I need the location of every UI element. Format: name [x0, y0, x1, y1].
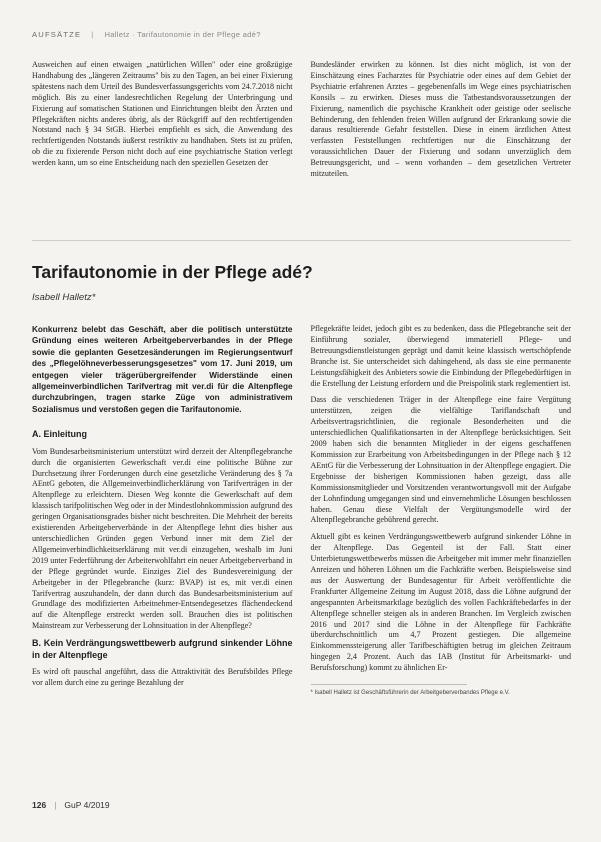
continuation-left-text: Ausweichen auf einen etwaigen „natürlichen Willen" oder eine großzügige Handhabung des „längeren Zeitraums" bis zu den Tagen, an bei einer Fixierung spätestens nach dem Urteil des Bundesverfassungsgerichts vom 24.7.2018 nicht möglich. Bis zu einer landesrechtlichen Regelung der Unterbringung und Fixierung auf somatischen Stationen und Einrichtungen bleibt den Ärzten und Pflegekräften nichts anderes übrig, als der Rückgriff auf den rechtfertigenden Notstand nach § 34 StGB. Hierbei empfiehlt es sich, die Anwendung des rechtfertigenden Notstands äußerst restriktiv zu handhaben. Stets ist zu prüfen, ob die zu fixierende Person nicht doch auf eine psychiatrische Station verlegt werden kann, um so eine Entscheidung nach den speziellen Gesetzen der: [32, 60, 293, 168]
heading-verdraengungswettbewerb: B. Kein Verdrängungswettbewerb aufgrund sinkender Löhne in der Altenpflege: [32, 638, 293, 660]
footer-separator: |: [54, 800, 57, 810]
continuation-columns: [32, 60, 571, 185]
paragraph-right-1: Pflegekräfte leidet, jedoch gibt es zu bedenken, dass die Pflegebranche seit der Einführung sozialer, überwiegend immateriell Pflege- und Betreuungsdienstleistungen geprägt und damit keine klassisch wertschöpfende Branche ist. Sie unterscheidet sich dahingehend, als dass sie eine permanente Leistungsfähigkeit des Anbieters sowie die Einbindung der Pflegebedürftigen in die Erstellung der Leistung erfordern und die Preispolitik stark reglementiert ist.: [310, 324, 571, 388]
article-author: Isabell Halletz*: [32, 292, 96, 303]
running-head-topic: Halletz · Tarifautonomie in der Pflege adé?: [104, 30, 261, 39]
continuation-right-text: Bundesländer erwirken zu können. Ist dies nicht möglich, ist von der Einschätzung eines Facharztes für Psychiatrie oder eines auf dem Gebiet der Psychiatrie erfahrenen Arztes – gegebenenfalls im Wege eines psychiatrischen Konsils – zu erwirken. Dieses muss die Tatbestandsvoraussetzungen der Fixierung, namentlich die psychische Krankheit oder geistige oder seelische Behinderung, den fehlenden freien Willen aufgrund der Erkrankung sowie die daraus resultierende Gefahr feststellen. Diese in einem ärztlichen Attest verfassten Feststellungen rechtfertigen nur die Einschätzung der voraussichtlichen Dauer der Fixierung und sodann unverzüglich dem Betreuungsgericht, und – wenn vorhanden – dem gesetzlichen Vertreter mitzuteilen.: [310, 60, 571, 179]
article-columns: [32, 324, 571, 762]
running-head: [32, 30, 571, 39]
section-divider: [32, 240, 571, 241]
continuation-left-column: [32, 60, 293, 185]
page-footer: [32, 800, 110, 810]
footnote-divider: [311, 684, 467, 685]
author-footnote: * Isabell Halletz ist Geschäftsführerin der Arbeitgeberverbandes Pflege e.V.: [310, 690, 510, 697]
section-label: AUFSÄTZE: [32, 30, 82, 39]
article-title: Tarifautonomie in der Pflege adé?: [32, 262, 313, 282]
paragraph-verdraengungswettbewerb: Es wird oft pauschal angeführt, dass die Attraktivität des Berufsbildes Pflege vor allem durch eine zu geringe Bezahlung der: [32, 667, 293, 688]
running-head-separator: |: [91, 30, 95, 39]
paragraph-right-3: Aktuell gibt es keinen Verdrängungswettbewerb aufgrund sinkender Löhne in der Altenpflege. Das Gegenteil ist der Fall. Statt einer Unterbietungswettbewerbs müssen die Arbeitgeber mit immer mehr finanziellen Anreizen und höheren Löhnen um die Fachkräfte werben. Beispielsweise sind aus der Auswertung der Bundesagentur für Arbeit veröffentlichte die Frankfurter Allgemeine Zeitung im August 2018, dass die Löhne aufgrund der angespannten Arbeitsmarktlage bezüglich des vollen Fachkräftebedarfes in der Altenpflege schneller steigen als in anderen Branchen. Im Vergleich zwischen 2016 und 2017 sind die Löhne in der Altenpflege für Fachkräfte überdurchschnittlich um 4,7 Prozent gestiegen. Die allgemeine Einkommenssteigerung aller Tarifbeschäftigten betrug im gleichen Zeitraum hingegen 2,4 Prozent. Auch das IAB (Institut für Arbeitsmarkt- und Berufsforschung) kommt zu ähnlichen Er-: [310, 532, 571, 673]
paragraph-right-2: Dass die verschiedenen Träger in der Altenpflege eine faire Vergütung unterstützen, zeigen die vielfältige Tariflandschaft und Arbeitsvertragsrichtlinien, die regionale Besonderheiten und die unterschiedlichen Qualifikationsarten in der Altenpflege berücksichtigen. Seit 2009 haben sich die benannten Mitglieder in der eigens geschaffenen Kommission zur Erarbeitung von Arbeitsbedingungen in der Pflege nach § 12 AEntG für die Verbesserung der Lohnsituation in der Altenpflege engagiert. Die Ergebnisse der bisherigen Kommissionen haben gezeigt, dass alle Kommissionsmitglieder und Vorsitzenden verantwortungsvoll mit der Aufgabe der Lohnfindung umgegangen sind und einvernehmliche Lösungen beschlossen haben. Genau diese Vielfalt der Vergütungsmodelle wird der Altenpflegebranche gebührend gerecht.: [310, 395, 571, 525]
article-right-column: [311, 324, 572, 762]
article-left-column: [32, 324, 293, 762]
continuation-right-column: [311, 60, 572, 185]
article-lead: Konkurrenz belebt das Geschäft, aber die politisch unterstützte Gründung eines weiteren Arbeitgeberverbandes in der Pflege sowie die geplanten Gesetzesänderungen im Regierungsentwurf des „Pflegelöhneverbesserungsgesetzes" vom 17. Juni 2019, um entgegen vieler trägerübergreifender Widerstände einen allgemeinverbindlichen Tarifvertrag mit ver.di für die Altenpflege durchzubringen, tragen starke Züge von administrativem Sozialismus und verstoßen gegen die Tarifautonomie.: [32, 325, 293, 414]
paragraph-einleitung: Vom Bundesarbeitsministerium unterstützt wird derzeit der Altenpflegebranche durch die organisierten Gewerkschaft ver.di eine politische Bühne zur Durchsetzung ihrer Forderungen durch eine gesetzliche Veränderung des § 7a AEntG geboten, die Allgemeinverbindlicherklärung von Tarifverträgen in der Altenpflege zu erleichtern. Diesen Weg konnte die Gewerkschaft auf dem klassisch tarifpolitischen Weg oder in der Mindestlohnkommission aufgrund des geringen Organisationsgrades bisher nicht beschreiten. Die Mehrheit der bereits existierenden Arbeitgeberverbände in der Altenpflege lehnt dies bisher aus unterschiedlichen Gründen gegen Verbund inner mit dem Ziel der Allgemeinverbindlichkeitserklärung mit ver.di einzugehen, weshalb im Juni 2019 unter Federführung der Arbeiterwohlfahrt ein neuer Arbeitgeberverband in der Pflege gegründet wurde. Einziges Ziel des Bundesvereinigung der Arbeitgeber in der Pflegebranche (kurz: BVAP) ist es, mit ver.di einen Tarifvertrag auszuhandeln, der dann durch das Bundesarbeitsministerium auf Grundlage des modifizierten Arbeitnehmer-Entsendegesetzes flächendeckend auf die Altenpflege erstreckt werden soll. Brauchen dies ist politischen Mainstream zur Verbesserung der Lohnsituation in der Altenpflege?: [32, 446, 293, 631]
journal-issue: GuP 4/2019: [64, 800, 110, 810]
heading-einleitung: A. Einleitung: [32, 429, 87, 440]
page-number: 126: [32, 800, 47, 810]
